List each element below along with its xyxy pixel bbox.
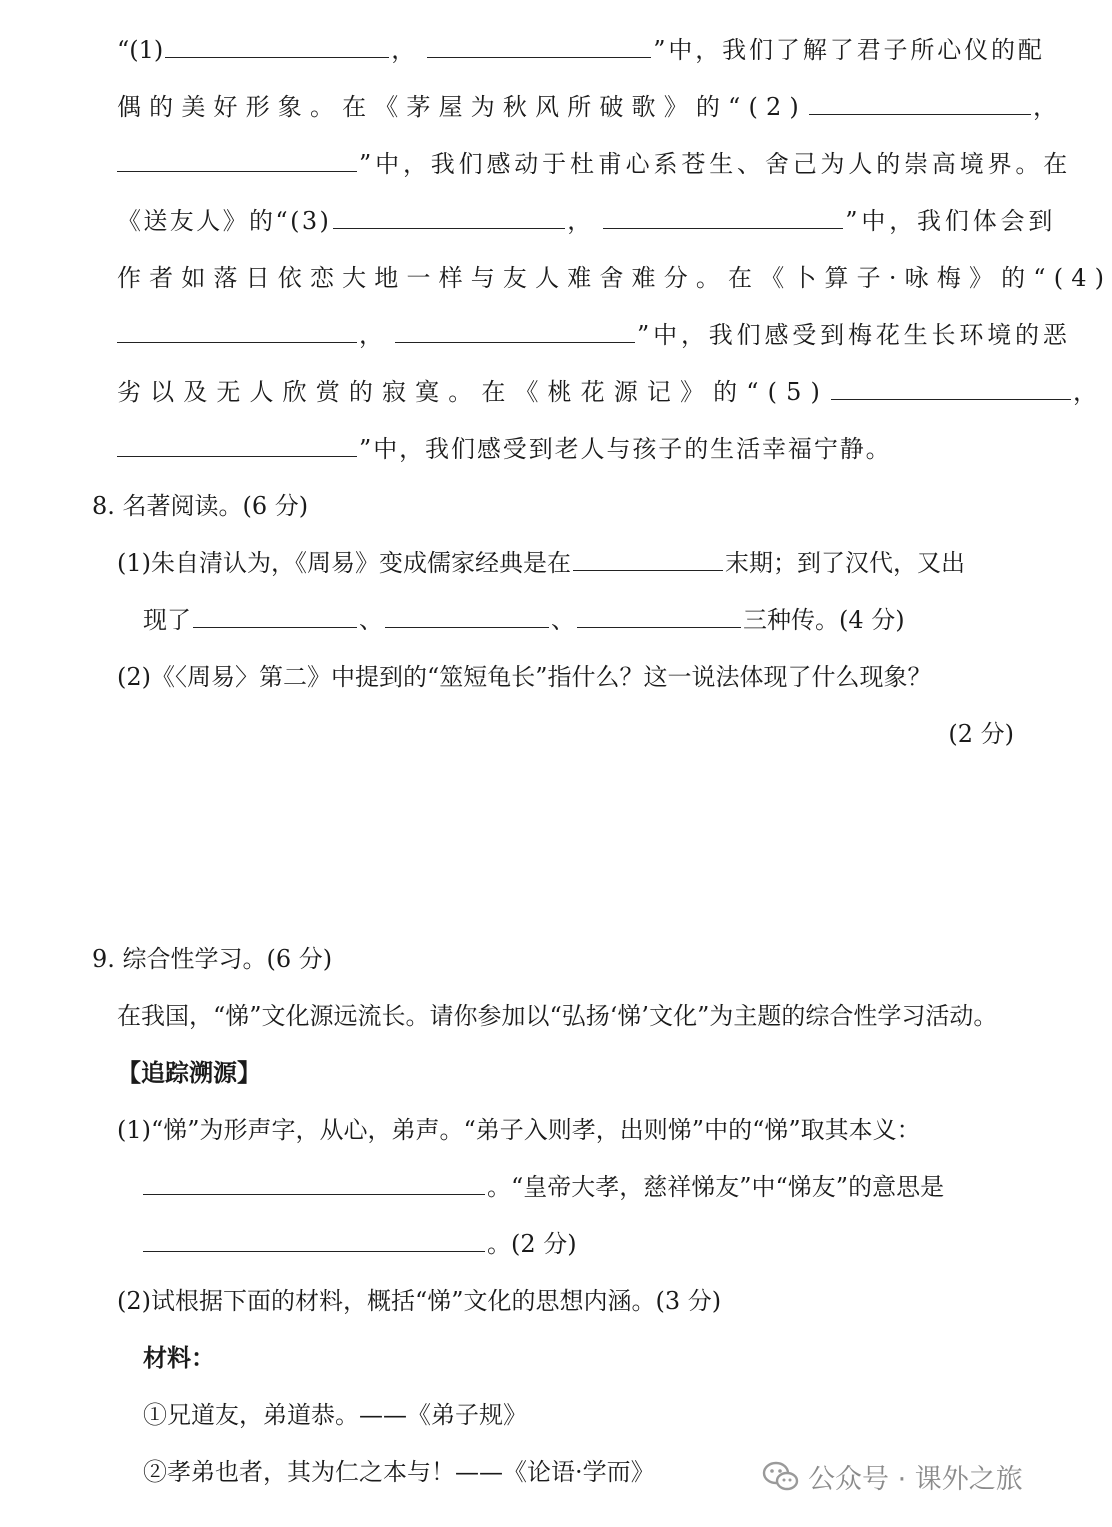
q9-part1-line1: (1)“悌”为形声字，从心，弟声。“弟子入则孝，出则悌”中的“悌”取其本义： <box>117 1116 921 1144</box>
q9-intro: 在我国，“悌”文化源远流长。请你参加以“弘扬‘悌’文化”为主题的综合性学习活动。 <box>117 1002 998 1030</box>
q9-material-2: ②孝弟也者，其为仁之本与！——《论语·学而》 <box>143 1458 655 1486</box>
answer-blank[interactable] <box>117 434 357 457</box>
answer-blank[interactable] <box>117 320 357 343</box>
answer-blank[interactable] <box>117 149 357 172</box>
q8-answer-area[interactable] <box>117 760 1015 930</box>
q9-section-heading: 【追踪溯源】 <box>117 1059 261 1087</box>
q9-title: 9. 综合性学习。(6 分) <box>92 945 333 973</box>
q9-part2: (2)试根据下面的材料，概括“悌”文化的思想内涵。(3 分) <box>117 1287 722 1315</box>
answer-blank[interactable] <box>143 1229 485 1252</box>
q9-material-label: 材料： <box>143 1344 215 1372</box>
answer-blank[interactable] <box>809 92 1031 115</box>
q7-line-2: 偶的美好形象。在《茅屋为秋风所破歌》的“(2) ， <box>117 93 1057 121</box>
answer-blank[interactable] <box>395 320 635 343</box>
watermark <box>762 1458 1023 1494</box>
q7-line-8: ”中，我们感受到老人与孩子的生活幸福宁静。 <box>117 433 892 465</box>
q9-material-1: ①兄道友，弟道恭。——《弟子规》 <box>143 1401 527 1429</box>
answer-blank[interactable] <box>573 548 723 571</box>
wechat-icon <box>762 1460 800 1492</box>
answer-blank[interactable] <box>333 206 565 229</box>
q8-part2: (2)《〈周易〉第二》中提到的“筮短龟长”指什么？这一说法体现了什么现象？ <box>117 663 932 691</box>
q7-line-4: 《送友人》的“(3) ， ”中，我们体会到 <box>117 207 1057 235</box>
q8-part1-line1: (1)朱自清认为，《周易》变成儒家经典是在 末期；到了汉代，又出 <box>117 549 965 577</box>
watermark-text: 公众号 · 课外之旅 <box>808 1463 1023 1495</box>
answer-blank[interactable] <box>385 605 549 628</box>
q9-part1-line2: 。“皇帝大孝，慈祥悌友”中“悌友”的意思是 <box>143 1171 944 1203</box>
q8-part1-line2: 现了 、 、 三种传。(4 分) <box>143 606 905 634</box>
answer-blank[interactable] <box>427 35 651 58</box>
answer-blank[interactable] <box>603 206 843 229</box>
q7-line-1: “(1) ， ”中，我们了解了君子所心仪的配 <box>117 36 1045 64</box>
answer-blank[interactable] <box>193 605 357 628</box>
q9-part1-line3: 。(2 分) <box>143 1228 577 1260</box>
q7-line-5: 作者如落日依恋大地一样与友人难舍难分。在《卜算子·咏梅》的“(4) <box>117 264 1112 292</box>
q8-title: 8. 名著阅读。(6 分) <box>92 492 309 520</box>
answer-blank[interactable] <box>143 1172 485 1195</box>
q8-part2-score: (2 分) <box>948 720 1014 748</box>
answer-blank[interactable] <box>831 377 1071 400</box>
answer-blank[interactable] <box>165 35 389 58</box>
q7-line-3: ”中，我们感动于杜甫心系苍生、舍己为人的崇高境界。在 <box>117 148 1071 180</box>
q7-line-6: ， ”中，我们感受到梅花生长环境的恶 <box>117 319 1071 351</box>
q7-line-7: 劣以及无人欣赏的寂寞。在《桃花源记》的“(5) ， <box>117 378 1098 406</box>
answer-blank[interactable] <box>577 605 741 628</box>
